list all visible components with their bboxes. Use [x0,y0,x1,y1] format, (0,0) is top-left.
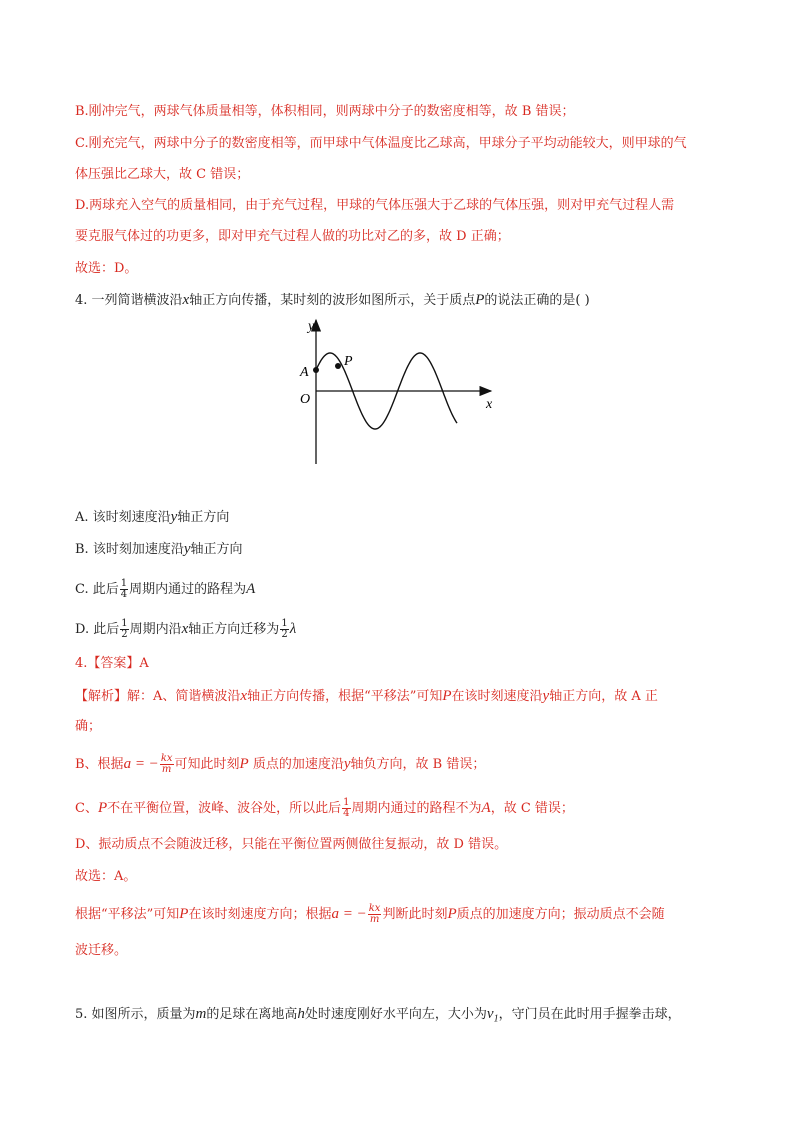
q4-option-c: C. 此后 $\frac{1}{4}$ 周期内通过的路程为A [75,578,256,600]
point-a-label: A [300,365,309,380]
q3-line-d1: D.两球充入空气的质量相同，由于充气过程，甲球的气体压强大于乙球的气体压强，则对甲充气过程人需 [75,198,675,213]
q4-explain-c: C、P不在平衡位置，波峰、波谷处，所以此后 $\frac{1}{4}$ 周期内通过的路程不为A，故 C 错误； [75,797,574,819]
x-label: x [486,397,493,412]
point-a-dot [313,367,319,373]
y-label: y [308,319,315,334]
q4-summary-2: 波迁移。 [75,943,128,958]
q4-answer: 4.【答案】A [75,656,149,671]
q3-line-c1: C.刚充完气，两球中分子的数密度相等，而甲球中气体温度比乙球高，甲球分子平均动能较大，则甲球的气 [75,136,687,151]
q3-line-b: B.刚冲完气，两球气体质量相等，体积相同，则两球中分子的数密度相等，故 B 错误； [75,104,575,119]
q3-line-c2: 体压强比乙球大，故 C 错误； [75,167,250,182]
q5-stem: 5. 如图所示，质量为m的足球在离地高h处时速度刚好水平向左，大小为$v_1$，守门员在此时用手握拳击球， [75,1006,681,1025]
point-p-dot [335,363,341,369]
q4-explain-d: D、振动质点不会随波迁移，只能在平衡位置两侧做往复振动，故 D 错误。 [75,837,508,852]
q4-stem: 4. 一列简谐横波沿x轴正方向传播，某时刻的波形如图所示，关于质点P的说法正确的是( ) [75,292,590,308]
q4-select: 故选：A。 [75,869,137,884]
origin-label: O [300,392,311,407]
q3-answer-select: 故选：D。 [75,261,138,276]
q3-line-d2: 要克服气体过的功更多，即对甲充气过程人做的功比对乙的多，故 D 正确； [75,229,510,244]
q4-explain-b: B、根据a = − $\frac{kx}{m}$ 可知此时刻P 质点的加速度沿y轴负方向，故 B 错误； [75,753,486,775]
q4-explain-a: 【解析】解：A、简谐横波沿x轴正方向传播，根据“平移法”可知P在该时刻速度沿y轴正方向，故 A 正 [75,688,658,704]
q4-summary: 根据“平移法”可知P在该时刻速度方向；根据a = − $\frac{kx}{m}$ 判断此时刻P质点的加速度方向；振动质点不会随 [75,903,665,925]
point-p-label: P [344,354,353,369]
q4-explain-a2: 确； [75,719,102,734]
q4-option-d: D. 此后 $\frac{1}{2}$ 周期内沿x轴正方向迁移为 $\frac{1}{2}$ λ [75,618,297,640]
wave-figure [295,312,505,472]
q4-option-a: A. 该时刻速度沿y轴正方向 [75,509,230,525]
q4-option-b: B. 该时刻加速度沿y轴正方向 [75,541,243,557]
